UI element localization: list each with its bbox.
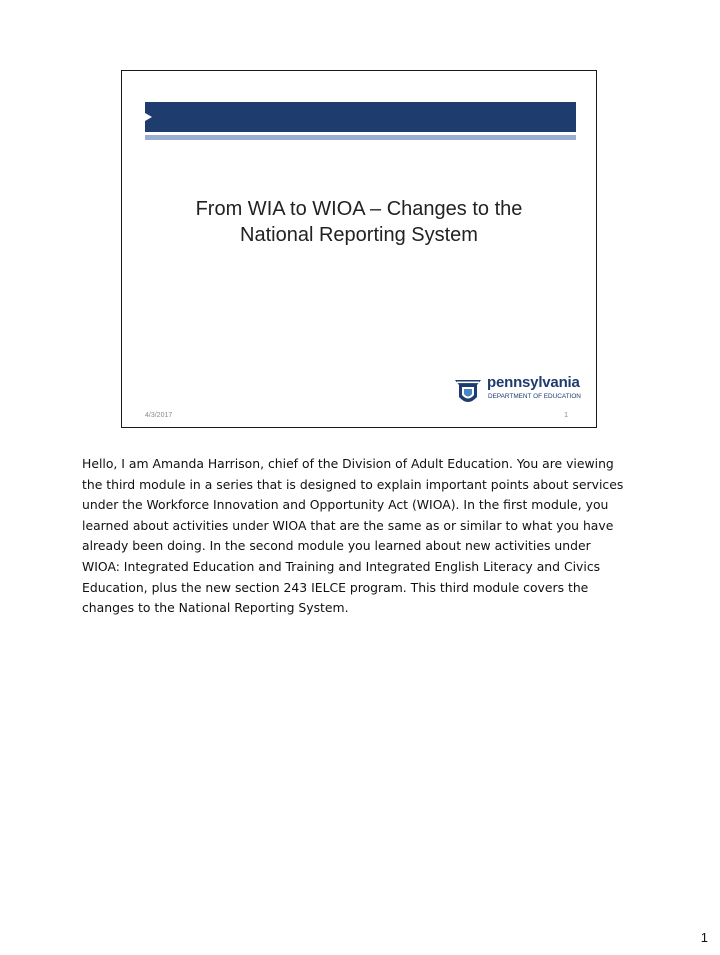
slide-number: 1 — [564, 412, 568, 419]
logo-wordmark: pennsylvania — [487, 374, 580, 391]
slide-title — [122, 196, 596, 248]
page-number: 1 — [700, 930, 708, 945]
notes-line: already been doing. In the second module you learned about new activities under — [82, 538, 591, 554]
keystone-icon — [452, 375, 484, 407]
notes-line: the third module in a series that is designed to explain important points about services — [82, 476, 624, 492]
slide-thumbnail — [121, 70, 597, 428]
slide-date: 4/3/2017 — [145, 412, 173, 419]
speaker-notes — [82, 454, 652, 619]
notes-line: WIOA: Integrated Education and Training and Integrated English Literacy and Civics — [82, 558, 601, 574]
banner-arrow-notch — [145, 113, 152, 121]
notes-line: learned about activities under WIOA that are the same as or similar to what you have — [82, 517, 614, 533]
notes-line: Education, plus the new section 243 IELCE program. This third module covers the — [82, 579, 589, 595]
notes-line: changes to the National Reporting System. — [82, 600, 349, 616]
notes-line: under the Workforce Innovation and Opportunity Act (WIOA). In the first module, you — [82, 497, 609, 513]
slide-title-line-1: From WIA to WIOA – Changes to the — [195, 198, 523, 220]
pennsylvania-education-logo — [452, 373, 581, 409]
slide-header-banner — [145, 102, 576, 132]
notes-line: Hello, I am Amanda Harrison, chief of the Division of Adult Education. You are viewing — [82, 456, 614, 471]
logo-department: DEPARTMENT OF EDUCATION — [488, 393, 581, 400]
slide-title-line-2: National Reporting System — [240, 224, 478, 246]
slide-header-stripe — [145, 135, 576, 140]
